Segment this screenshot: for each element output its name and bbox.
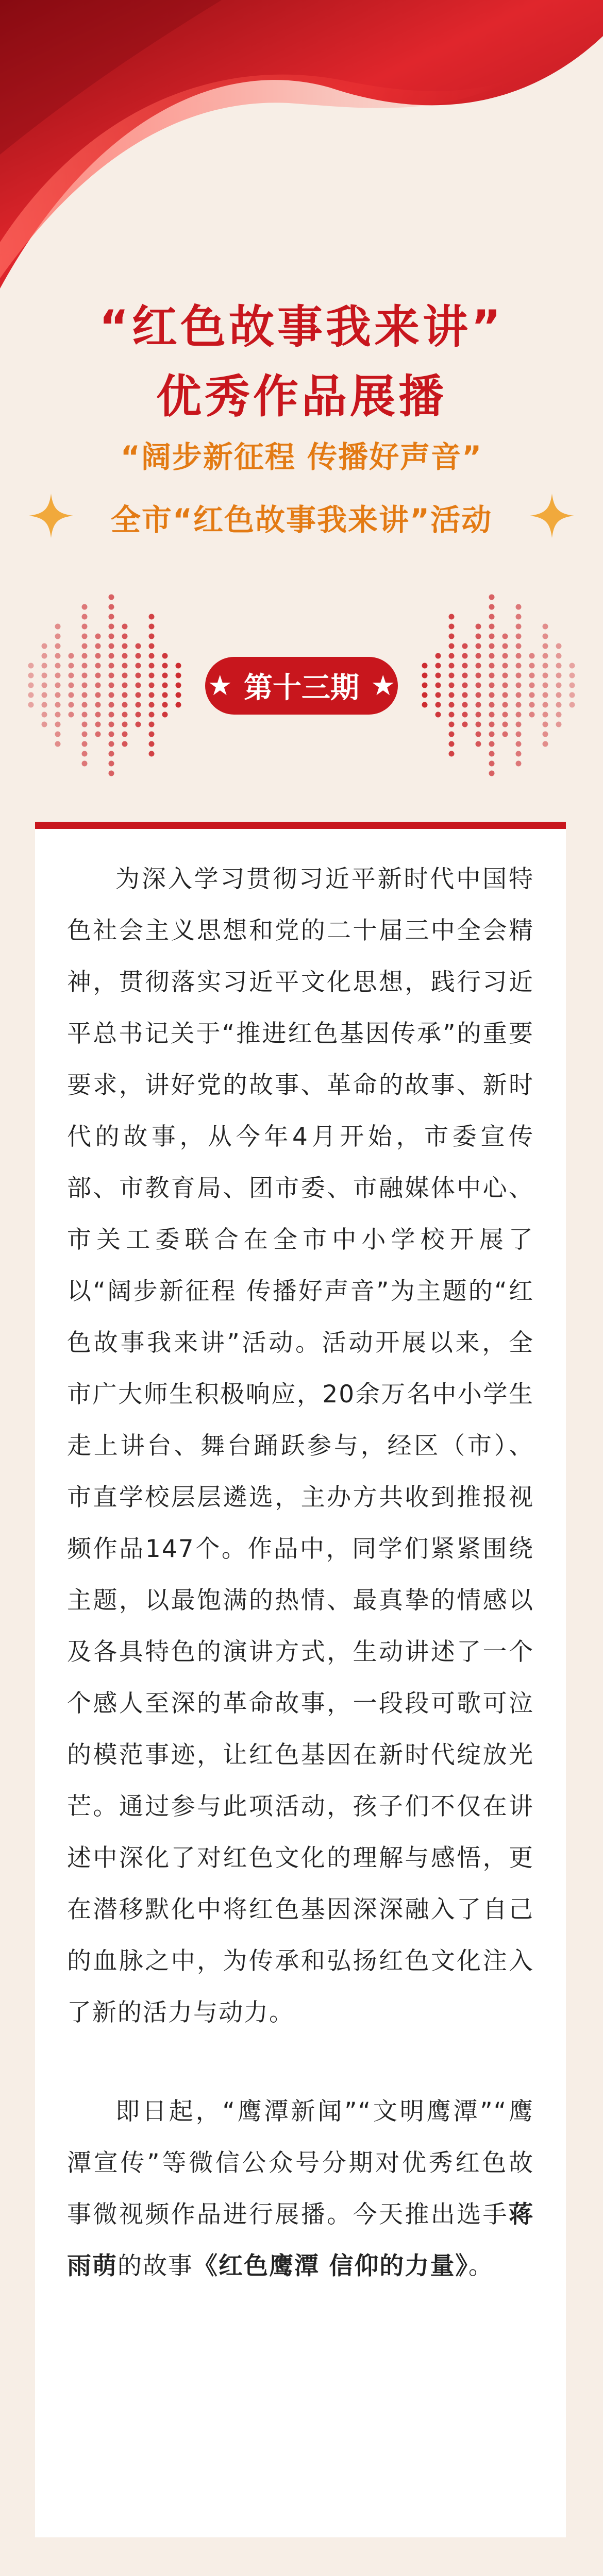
wave-dot (529, 653, 535, 659)
wave-dot (569, 673, 575, 679)
wave-dot (149, 712, 155, 718)
subtitle-line-2: 全市“红色故事我来讲”活动 (110, 502, 493, 537)
star-icon: ★ (371, 669, 396, 702)
wave-dot (556, 653, 562, 659)
wave-dot (569, 702, 575, 708)
wave-dot (422, 692, 428, 698)
wave-dot (516, 634, 522, 639)
wave-dot (516, 692, 522, 698)
wave-dot (449, 741, 455, 747)
wave-dot (42, 722, 47, 727)
wave-dot (122, 683, 128, 688)
wave-dot (435, 673, 441, 679)
wave-dot (529, 673, 535, 679)
wave-dot (149, 702, 155, 708)
wave-dot (162, 663, 168, 669)
wave-dot (502, 722, 508, 727)
wave-dot (122, 634, 128, 639)
wave-dot (449, 663, 455, 669)
wave-dot (55, 741, 61, 747)
wave-dot (69, 683, 74, 688)
wave-dot (556, 712, 562, 718)
wave-dot (55, 702, 61, 708)
wave-dot (516, 761, 522, 767)
wave-dot (516, 673, 522, 679)
wave-dot (149, 732, 155, 737)
wave-dot (136, 692, 141, 698)
wave-dot (149, 751, 155, 757)
wave-dot (162, 712, 168, 718)
wave-dot (476, 634, 481, 639)
wave-dot (489, 732, 495, 737)
wave-dot (109, 595, 114, 600)
wave-dot (435, 683, 441, 688)
wave-dot (82, 653, 88, 659)
wave-dot (82, 741, 88, 747)
wave-dot (149, 741, 155, 747)
paragraph-2-end: 。 (468, 2252, 494, 2280)
wave-dot (109, 722, 114, 727)
wave-dot (42, 663, 47, 669)
wave-dot (42, 702, 47, 708)
wave-dot (543, 634, 548, 639)
wave-dot (502, 653, 508, 659)
wave-dot (543, 732, 548, 737)
wave-dot (449, 614, 455, 620)
wave-dot (556, 702, 562, 708)
wave-dot (516, 663, 522, 669)
wave-dot (42, 673, 47, 679)
wave-dot (543, 683, 548, 688)
wave-dot (449, 712, 455, 718)
wave-dot (149, 643, 155, 649)
wave-dot (109, 732, 114, 737)
wave-dot (136, 702, 141, 708)
wave-dot (462, 673, 468, 679)
wave-dot (462, 663, 468, 669)
wave-dot (476, 702, 481, 708)
wave-dot (95, 683, 101, 688)
wave-dot (569, 683, 575, 688)
wave-dot (69, 673, 74, 679)
wave-dot (422, 683, 428, 688)
wave-dot (28, 673, 34, 679)
wave-dot (28, 683, 34, 688)
wave-dot (109, 653, 114, 659)
wave-dot (476, 653, 481, 659)
wave-dot (95, 702, 101, 708)
wave-dot (149, 634, 155, 639)
wave-dot (82, 702, 88, 708)
wave-dot (109, 761, 114, 767)
wave-dot (109, 673, 114, 679)
wave-dot (82, 732, 88, 737)
wave-dot (556, 673, 562, 679)
wave-dot (489, 741, 495, 747)
wave-dot (55, 634, 61, 639)
wave-dot (69, 663, 74, 669)
wave-dot (489, 722, 495, 727)
contestant-name: 蒋雨萌 (67, 2200, 534, 2280)
wave-dot (109, 663, 114, 669)
wave-dot (449, 722, 455, 727)
wave-dot (489, 614, 495, 620)
wave-dot (556, 643, 562, 649)
wave-dot (42, 692, 47, 698)
wave-dot (489, 673, 495, 679)
wave-dot (82, 673, 88, 679)
wave-dot (543, 702, 548, 708)
wave-dot (82, 624, 88, 630)
wave-dot (136, 643, 141, 649)
wave-dot (82, 663, 88, 669)
wave-dot (476, 692, 481, 698)
wave-dot (55, 712, 61, 718)
wave-dot (489, 643, 495, 649)
wave-dot (516, 643, 522, 649)
wave-dot (95, 663, 101, 669)
wave-dot (122, 663, 128, 669)
wave-dot (162, 692, 168, 698)
wave-dot (122, 722, 128, 727)
wave-dot (136, 653, 141, 659)
wave-dot (109, 683, 114, 688)
wave-dot (462, 683, 468, 688)
wave-dot (82, 722, 88, 727)
wave-dot (462, 653, 468, 659)
wave-dot (543, 692, 548, 698)
paragraph-2-text: 即日起，“鹰潭新闻”“文明鹰潭”“鹰潭宣传”等微信公众号分期对优秀红色故事微视频作品进行展播。今天推出选手 (67, 2097, 534, 2229)
wave-dot (109, 771, 114, 776)
wave-dot (82, 683, 88, 688)
wave-dot (476, 732, 481, 737)
wave-dot (149, 614, 155, 620)
wave-dot (136, 683, 141, 688)
wave-dot (516, 751, 522, 757)
wave-dot (556, 722, 562, 727)
wave-dot (422, 673, 428, 679)
wave-dot (489, 712, 495, 718)
wave-dot (489, 683, 495, 688)
wave-dot (136, 673, 141, 679)
wave-dot (109, 624, 114, 630)
wave-dot (109, 702, 114, 708)
wave-dot (435, 692, 441, 698)
wave-dot (516, 712, 522, 718)
wave-dot (55, 643, 61, 649)
wave-dot (162, 673, 168, 679)
wave-dot (136, 663, 141, 669)
wave-dot (109, 692, 114, 698)
wave-dot (122, 624, 128, 630)
work-title: 《红色鹰潭 信仰的力量》 (193, 2252, 468, 2280)
wave-dot (489, 702, 495, 708)
wave-dot (122, 702, 128, 708)
wave-dot (42, 712, 47, 718)
wave-dot (556, 692, 562, 698)
wave-dot (449, 683, 455, 688)
wave-dot (162, 683, 168, 688)
wave-dot (529, 683, 535, 688)
article-paragraph-1: 为深入学习贯彻习近平新时代中国特色社会主义思想和党的二十届三中全会精神，贯彻落实习近平文化思想，践行习近平总书记关于“推进红色基因传承”的重要要求，讲好党的故事、革命的故事、新时代的故事，从今年4月开始，市委宣传部、市教育局、团市委、市融媒体中心、市关工委联合在全市中小学校开展了以“阔步新征程 传播好声音”为主题的“红色故事我来讲”活动。活动开展以来，全市广大师生积极响应，20余万名中小学生走上讲台、舞台踊跃参与，经区（市）、市直学校层层遴选，主办方共收到推报视频作品147个。作品中，同学们紧紧围绕主题，以最饱满的热情、最真挚的情感以及各具特色的演讲方式，生动讲述了一个个感人至深的革命故事，一段段可歌可泣的模范事迹，让红色基因在新时代绽放光芒。通过参与此项活动，孩子们不仅在讲述中深化了对红色文化的理解与感悟，更在潜移默化中将红色基因深深融入了自己的血脉之中，为传承和弘扬红色文化注入了新的活力与动力。 (67, 865, 534, 2027)
wave-dot (136, 712, 141, 718)
wave-dot (176, 663, 181, 669)
wave-dot (122, 732, 128, 737)
wave-dot (109, 741, 114, 747)
wave-dot (476, 712, 481, 718)
wave-dot (422, 702, 428, 708)
wave-dot (162, 653, 168, 659)
wave-dot (516, 702, 522, 708)
wave-dot (489, 761, 495, 767)
article-paragraph-2 (67, 2086, 534, 2292)
star-icon: ★ (207, 669, 232, 702)
wave-dot (529, 692, 535, 698)
wave-dot (109, 614, 114, 620)
wave-dot (435, 653, 441, 659)
wave-dot (543, 643, 548, 649)
wave-dot (69, 712, 74, 718)
wave-dot (82, 712, 88, 718)
wave-dot (489, 751, 495, 757)
wave-dot (149, 663, 155, 669)
wave-dot (82, 751, 88, 757)
wave-dot (176, 683, 181, 688)
wave-dot (109, 751, 114, 757)
wave-dot (489, 663, 495, 669)
wave-dot (82, 614, 88, 620)
wave-dot (569, 663, 575, 669)
wave-dot (529, 712, 535, 718)
wave-dot (55, 663, 61, 669)
wave-dot (149, 624, 155, 630)
wave-dot (28, 702, 34, 708)
wave-dot (95, 643, 101, 649)
wave-dot (42, 683, 47, 688)
wave-dot (502, 712, 508, 718)
wave-dot (435, 702, 441, 708)
wave-dot (476, 624, 481, 630)
wave-dot (516, 722, 522, 727)
wave-dot (82, 761, 88, 767)
wave-dot (95, 732, 101, 737)
wave-dot (82, 604, 88, 610)
wave-dot (449, 732, 455, 737)
wave-dot (149, 683, 155, 688)
wave-dot (516, 741, 522, 747)
wave-dot (122, 741, 128, 747)
wave-dot (82, 634, 88, 639)
wave-dot (149, 653, 155, 659)
wave-dot (95, 722, 101, 727)
wave-dot (529, 663, 535, 669)
wave-dot (476, 741, 481, 747)
wave-dot (543, 653, 548, 659)
wave-dot (556, 683, 562, 688)
wave-dot (476, 722, 481, 727)
wave-dot (462, 643, 468, 649)
wave-dot (476, 643, 481, 649)
wave-dot (435, 663, 441, 669)
wave-dot (109, 634, 114, 639)
wave-dot (502, 643, 508, 649)
wave-dot (109, 643, 114, 649)
wave-dot (462, 702, 468, 708)
wave-dot (176, 692, 181, 698)
wave-dot (122, 653, 128, 659)
issue-label: 第十三期 (244, 671, 359, 705)
wave-dot (476, 663, 481, 669)
wave-dot (55, 722, 61, 727)
wave-dot (449, 643, 455, 649)
wave-dot (69, 702, 74, 708)
wave-dot (489, 595, 495, 600)
wave-dot (462, 712, 468, 718)
wave-dot (543, 624, 548, 630)
wave-dot (149, 722, 155, 727)
wave-dot (502, 634, 508, 639)
wave-dot (476, 673, 481, 679)
wave-dot (42, 653, 47, 659)
wave-dot (489, 771, 495, 776)
wave-dot (69, 692, 74, 698)
wave-dot (122, 643, 128, 649)
wave-dot (569, 692, 575, 698)
wave-dot (136, 722, 141, 727)
wave-dot (55, 624, 61, 630)
wave-dot (55, 673, 61, 679)
wave-dot (449, 634, 455, 639)
wave-dot (162, 702, 168, 708)
wave-dot (42, 643, 47, 649)
wave-dot (543, 673, 548, 679)
wave-dot (149, 673, 155, 679)
wave-dot (122, 712, 128, 718)
wave-dot (149, 692, 155, 698)
wave-dot (543, 712, 548, 718)
wave-dot (95, 653, 101, 659)
wave-dot (122, 692, 128, 698)
wave-dot (489, 653, 495, 659)
wave-dot (502, 663, 508, 669)
wave-dot (502, 692, 508, 698)
wave-dot (489, 634, 495, 639)
wave-dot (422, 663, 428, 669)
wave-dot (95, 634, 101, 639)
wave-dot (462, 722, 468, 727)
wave-dot (516, 732, 522, 737)
wave-dot (82, 692, 88, 698)
wave-dot (543, 722, 548, 727)
wave-dot (516, 683, 522, 688)
wave-dot (55, 683, 61, 688)
wave-dot (543, 741, 548, 747)
wave-dot (95, 712, 101, 718)
wave-dot (449, 702, 455, 708)
wave-dot (489, 604, 495, 610)
wave-dot (502, 673, 508, 679)
wave-dot (109, 604, 114, 610)
wave-dot (476, 683, 481, 688)
wave-dot (516, 614, 522, 620)
wave-dot (449, 751, 455, 757)
wave-dot (122, 673, 128, 679)
wave-dot (176, 673, 181, 679)
wave-dot (462, 692, 468, 698)
paragraph-2-text: 的故事 (118, 2252, 193, 2280)
wave-dot (55, 692, 61, 698)
wave-dot (176, 702, 181, 708)
wave-dot (516, 653, 522, 659)
title-line-2: 优秀作品展播 (156, 370, 447, 423)
wave-dot (435, 712, 441, 718)
wave-dot (55, 653, 61, 659)
wave-dot (502, 732, 508, 737)
article-card (35, 822, 566, 2537)
wave-dot (55, 732, 61, 737)
wave-dot (449, 653, 455, 659)
wave-dot (28, 663, 34, 669)
wave-dot (69, 653, 74, 659)
wave-dot (449, 624, 455, 630)
wave-dot (109, 712, 114, 718)
wave-dot (82, 643, 88, 649)
wave-dot (28, 692, 34, 698)
wave-dot (516, 624, 522, 630)
subtitle-line-1: “阔步新征程 传播好声音” (120, 439, 483, 474)
wave-dot (95, 673, 101, 679)
wave-dot (543, 663, 548, 669)
wave-dot (516, 604, 522, 610)
wave-dot (95, 692, 101, 698)
title-line-1: “红色故事我来讲” (99, 300, 504, 353)
wave-dot (449, 673, 455, 679)
wave-dot (502, 683, 508, 688)
wave-dot (502, 702, 508, 708)
wave-dot (529, 702, 535, 708)
wave-dot (489, 624, 495, 630)
wave-dot (489, 692, 495, 698)
wave-dot (556, 663, 562, 669)
issue-badge (205, 657, 398, 715)
wave-dot (449, 692, 455, 698)
